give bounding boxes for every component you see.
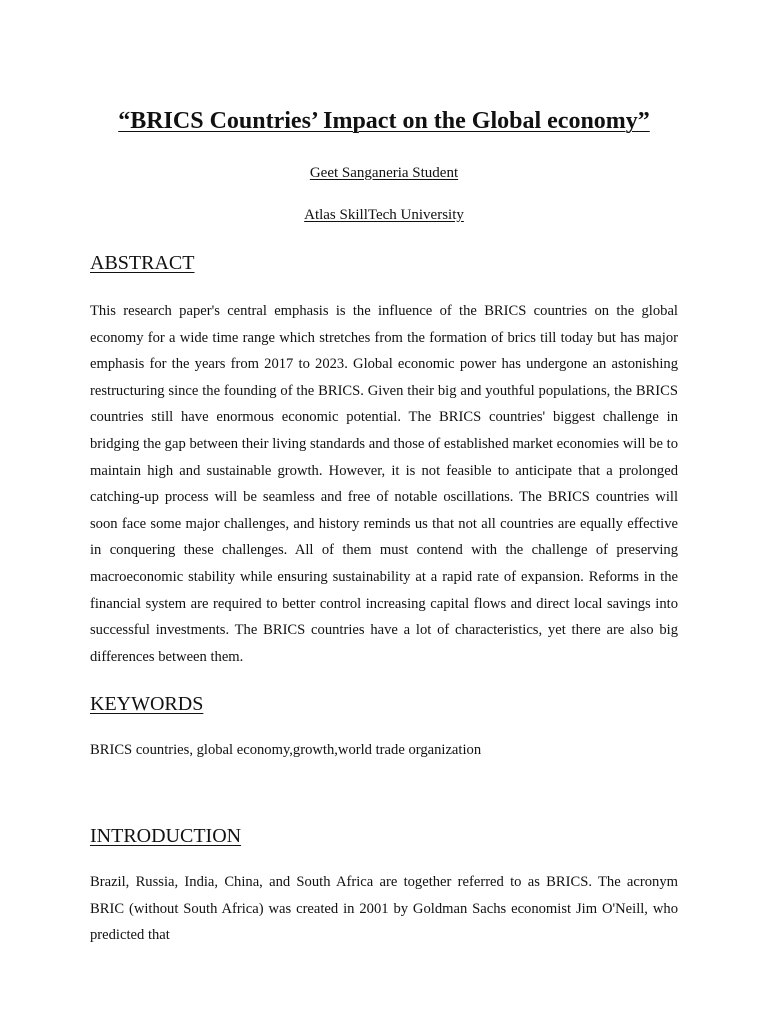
abstract-heading: ABSTRACT — [90, 252, 195, 274]
abstract-paragraph: This research paper's central emphasis is the influence of the BRICS countries on the global economy for a wide time range which stretches from the formation of brics till today but has major emphasis for the years from 2017 to 2023. Global economic power has undergone an astonishing restructuring since the founding of the BRICS. Given their big and youthful populations, the BRICS countries still have enormous economic potential. The BRICS countries' biggest challenge in bridging the gap between their living standards and those of established market economies will be to maintain high and sustainable growth. However, it is not feasible to anticipate that a prolonged catching-up process will be seamless and free of notable oscillations. The BRICS countries will soon face some major challenges, and history reminds us that not all countries are equally effective in conquering these challenges. All of them must contend with the challenge of preserving macroeconomic stability while ensuring sustainability at a rapid rate of expansion. Reforms in the financial system are required to better control increasing capital flows and direct local savings into successful investments. The BRICS countries have a lot of characteristics, yet there are also big differences between them. — [90, 303, 678, 665]
keywords-heading: KEYWORDS — [90, 693, 204, 715]
introduction-heading: INTRODUCTION — [90, 825, 242, 847]
affiliation-line: Atlas SkillTech University — [304, 207, 464, 223]
paper-title: “BRICS Countries’ Impact on the Global economy” — [118, 108, 650, 134]
introduction-paragraph: Brazil, Russia, India, China, and South Africa are together referred to as BRICS. The acronym BRIC (without South Africa) was created in 2001 by Goldman Sachs economist Jim O'Neill, who predicted that — [90, 874, 678, 944]
author-line: Geet Sanganeria Student — [309, 165, 459, 181]
keywords-text: BRICS countries, global economy,growth,world trade organization — [90, 742, 482, 758]
